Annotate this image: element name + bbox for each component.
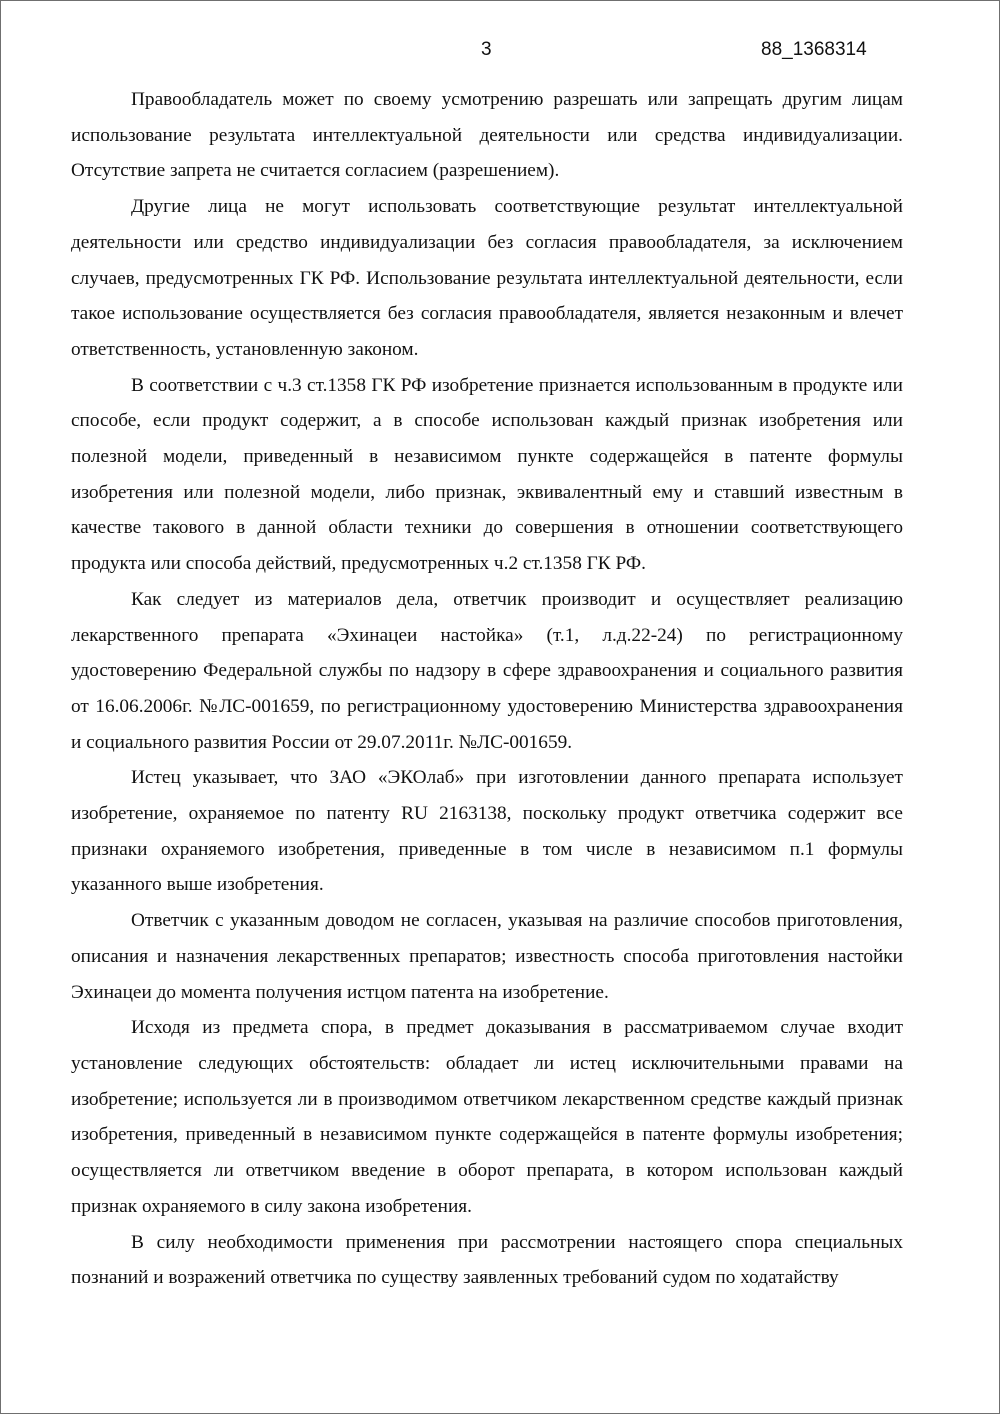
page-number: 3: [481, 39, 492, 60]
paragraph: Как следует из материалов дела, ответчик производит и осуществляет реализацию лекарственного препарата «Эхинацеи настойка» (т.1, л.д.22-24) по регистрационному удостоверению Федеральной службы по надзору в сфере здравоохранения и социального развития от 16.06.2006г. №ЛС-001659, по регистрационному удостоверению Министерства здравоохранения и социального развития России от 29.07.2011г. №ЛС-001659.: [71, 588, 903, 753]
paragraph: В соответствии с ч.3 ст.1358 ГК РФ изобретение признается использованным в продукте или способе, если продукт содержит, а в способе использован каждый признак изобретения или полезной модели, приведенный в независимом пункте содержащейся в патенте формулы изобретения или полезной модели, либо признак, эквивалентный ему и ставший известным в качестве такового в данной области техники до совершения в отношении соответствующего продукта или способа действий, предусмотренных ч.2 ст.1358 ГК РФ.: [71, 374, 903, 575]
paragraph: Правообладатель может по своему усмотрению разрешать или запрещать другим лицам использование результата интеллектуальной деятельности или средства индивидуализации. Отсутствие запрета не считается согласием (разрешением).: [71, 89, 903, 182]
paragraph: Исходя из предмета спора, в предмет доказывания в рассматриваемом случае входит установление следующих обстоятельств: обладает ли истец исключительными правами на изобретение; используется ли в производимом ответчиком лекарственном средстве каждый признак изобретения, приведенный в независимом пункте содержащейся в патенте формулы изобретения; осуществляется ли ответчиком введение в оборот препарата, в котором использован каждый признак охраняемого в силу закона изобретения.: [71, 1017, 903, 1217]
document-id: 88_1368314: [761, 39, 867, 60]
paragraph: В силу необходимости применения при рассмотрении настоящего спора специальных познаний и возражений ответчика по существу заявленных требований судом по ходатайству: [71, 1231, 903, 1289]
paragraph: Ответчик с указанным доводом не согласен, указывая на различие способов приготовления, описания и назначения лекарственных препаратов; известность способа приготовления настойки Эхинацеи до момента получения истцом патента на изобретение.: [71, 910, 903, 1003]
page-header: [1, 39, 1000, 67]
paragraph: Истец указывает, что ЗАО «ЭКОлаб» при изготовлении данного препарата использует изобретение, охраняемое по патенту RU 2163138, поскольку продукт ответчика содержит все признаки охраняемого изобретения, приведенные в том числе в независимом п.1 формулы указанного выше изобретения.: [71, 767, 903, 896]
document-body: [71, 82, 903, 1296]
paragraph: Другие лица не могут использовать соответствующие результат интеллектуальной деятельности или средство индивидуализации без согласия правообладателя, за исключением случаев, предусмотренных ГК РФ. Использование результата интеллектуальной деятельности, если такое использование осуществляется без согласия правообладателя, является незаконным и влечет ответственность, установленную законом.: [71, 196, 903, 360]
